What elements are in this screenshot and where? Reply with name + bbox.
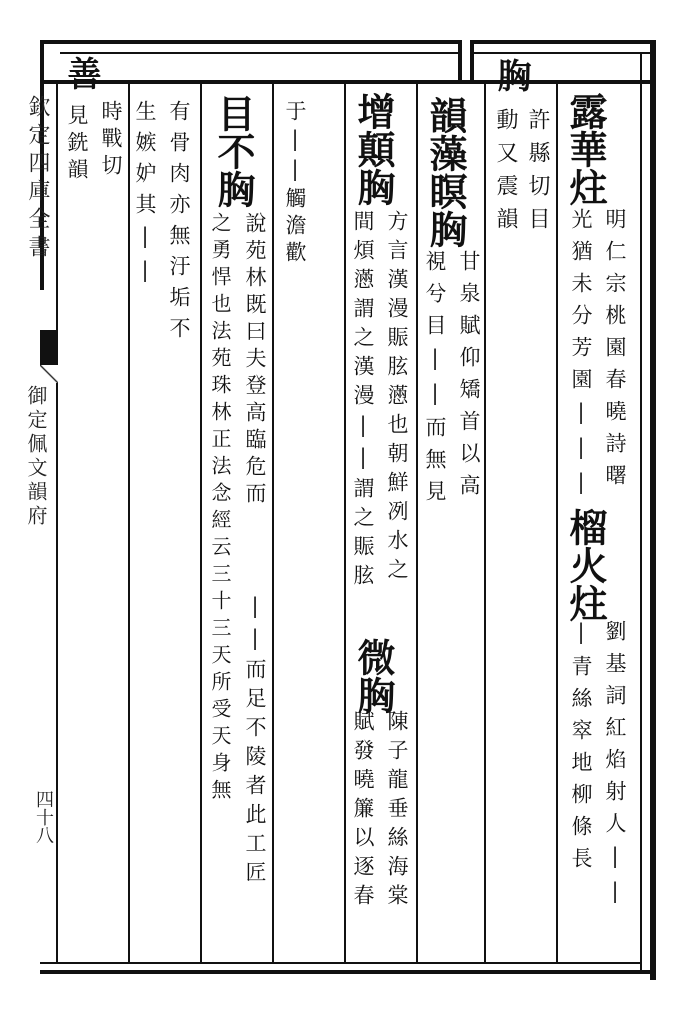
top-border-right-inner: [470, 52, 652, 54]
col6-headword: 微胸: [351, 638, 396, 714]
col9-text: ||而足不陵者此工匠: [243, 594, 267, 890]
notch-left: [458, 40, 462, 80]
col-rule-1: [556, 84, 558, 964]
col7-text: 于||觸澹歡: [283, 100, 307, 268]
fish-tail-mark: [40, 330, 56, 370]
notch-right: [470, 40, 474, 80]
col4-note-a: 甘泉賦仰矯首以高: [457, 250, 481, 506]
col8-headword: 目不胸: [211, 94, 256, 208]
bottom-border: [40, 970, 656, 974]
fish-tail-diag: [40, 365, 58, 383]
margin-rule: [56, 84, 58, 964]
outer-right-border-inner: [640, 54, 642, 974]
bottom-border-inner: [40, 962, 642, 964]
body-top-rule: [40, 80, 652, 84]
col10-text2: 生嫉妒其||: [133, 100, 157, 292]
top-border-left: [40, 40, 460, 44]
col5-note-a: 方言漢漫賑胘懣也朝鮮冽水之: [385, 210, 409, 587]
col1-note-b: 光猶未分芳園|||: [569, 208, 593, 505]
col-rule-4: [344, 84, 346, 964]
col2-note-a: 劉基詞紅焰射人||: [603, 620, 627, 914]
col5-note-b: 間煩懣謂之漢漫||謂之賑胘: [351, 210, 375, 593]
col-rule-5: [272, 84, 274, 964]
col6-note-b: 賦發曉簾以逐春: [351, 710, 375, 913]
col-rule-6: [200, 84, 202, 964]
col4-note-b: 視兮目||而無見: [423, 250, 447, 512]
book-title: 欽定四庫全書: [25, 95, 50, 263]
col4-headword: 韻藻瞑胸: [423, 96, 468, 248]
col-rule-2: [484, 84, 486, 964]
right-head-char: 胸: [491, 58, 531, 92]
col-rule-7: [128, 84, 130, 964]
col6-note-a: 陳子龍垂絲海棠: [385, 710, 409, 913]
top-border-right: [470, 40, 652, 44]
col1-note-a: 明仁宗桃園春曉詩曙: [603, 208, 627, 496]
col5-headword: 增顛胸: [351, 92, 396, 206]
col2-note-b: |青絲窣地柳條長: [569, 620, 593, 879]
col10-text: 有骨肉亦無汙垢不: [167, 100, 191, 348]
col11-text: 時戰切: [99, 100, 123, 181]
col8-note-b: 之勇悍也法苑珠林正法念經云三十三天所受天身無: [208, 212, 232, 806]
col11-text2: 見銑韻: [65, 104, 89, 185]
col3-text: 許縣切目: [525, 108, 550, 240]
col1-headword: 露華炷: [563, 92, 608, 206]
col2-headword: 榴火炷: [563, 508, 608, 622]
col8-note-a: 說苑林既曰夫登高臨危而: [243, 212, 267, 509]
col3-text2: 動又震韻: [493, 108, 518, 240]
page-number: 四十八: [33, 790, 54, 844]
chapter-title: 御定佩文韻府: [24, 385, 48, 529]
top-border-left-inner: [60, 52, 460, 54]
left-head-char: 善: [61, 56, 101, 90]
outer-right-border: [650, 40, 656, 980]
col-rule-3: [416, 84, 418, 964]
